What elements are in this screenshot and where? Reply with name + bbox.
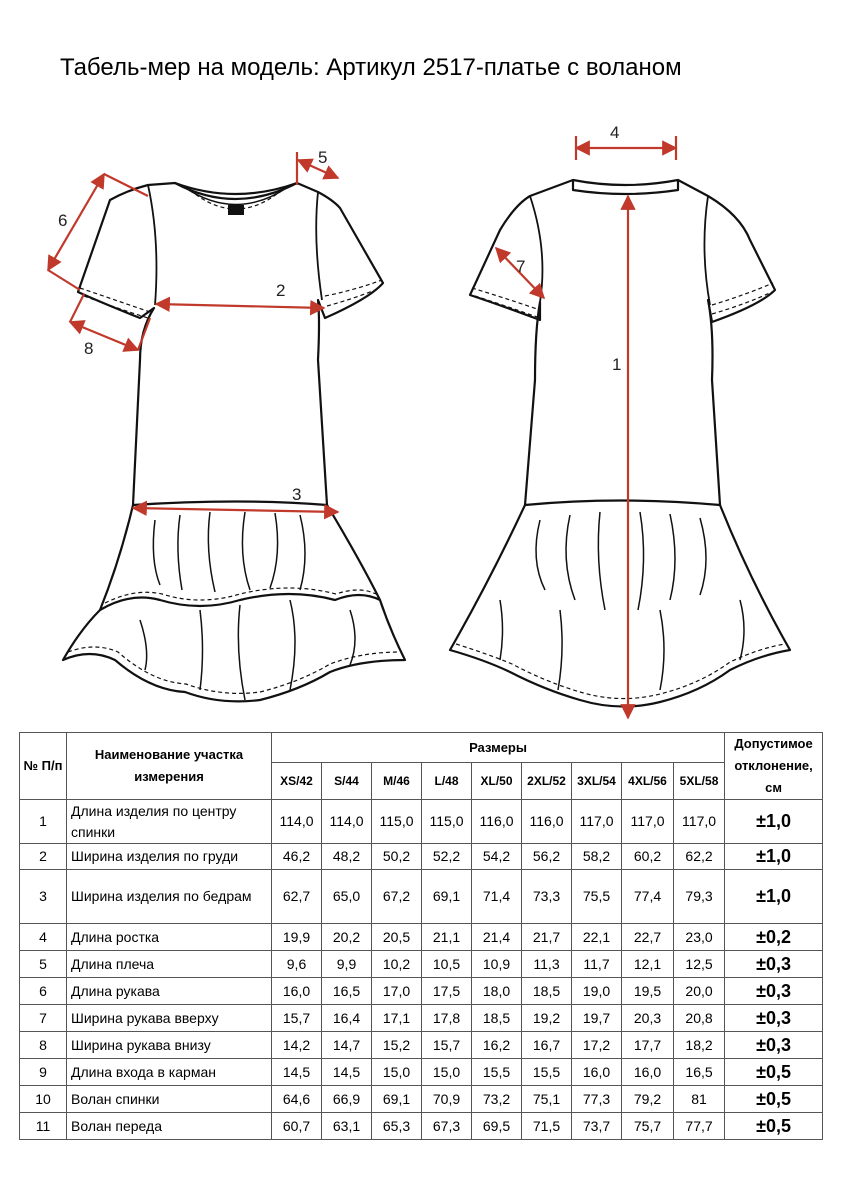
row-name: Волан спинки [67,1086,272,1113]
size-value-cell: 20,2 [322,924,372,951]
size-value-cell: 17,5 [422,978,472,1005]
size-header: M/46 [372,763,422,800]
size-value-cell: 18,2 [674,1032,725,1059]
size-value-cell: 21,4 [472,924,522,951]
front-view [63,183,405,701]
size-value-cell: 64,6 [272,1086,322,1113]
size-value-cell: 15,5 [522,1059,572,1086]
row-number: 10 [20,1086,67,1113]
header-tolerance: Допустимое отклонение, см [725,733,823,800]
size-value-cell: 71,4 [472,870,522,924]
row-name: Длина плеча [67,951,272,978]
size-value-cell: 20,0 [674,978,725,1005]
size-value-cell: 17,7 [622,1032,674,1059]
size-value-cell: 23,0 [674,924,725,951]
size-value-cell: 50,2 [372,844,422,870]
size-value-cell: 18,5 [522,978,572,1005]
size-value-cell: 14,7 [322,1032,372,1059]
tolerance-cell: ±0,3 [725,978,823,1005]
header-sizes-caption: Размеры [272,733,725,763]
size-value-cell: 11,3 [522,951,572,978]
size-value-cell: 14,2 [272,1032,322,1059]
size-value-cell: 15,0 [422,1059,472,1086]
size-header: L/48 [422,763,472,800]
row-number: 11 [20,1113,67,1140]
measure-line-8-ext-left [70,294,84,322]
size-value-cell: 116,0 [522,800,572,844]
size-value-cell: 46,2 [272,844,322,870]
tolerance-cell: ±0,2 [725,924,823,951]
size-value-cell: 63,1 [322,1113,372,1140]
measurement-lines [48,136,676,718]
size-value-cell: 75,5 [572,870,622,924]
measure-label-5: 5 [318,148,328,167]
size-value-cell: 21,1 [422,924,472,951]
size-value-cell: 77,4 [622,870,674,924]
measure-line-8-ext-right [138,318,150,350]
back-view [450,180,790,707]
measure-label-1: 1 [612,355,622,374]
size-header: S/44 [322,763,372,800]
row-number: 8 [20,1032,67,1059]
size-value-cell: 56,2 [522,844,572,870]
row-number: 9 [20,1059,67,1086]
size-value-cell: 66,9 [322,1086,372,1113]
table-header-row [20,733,823,763]
table-row [20,1113,823,1140]
size-value-cell: 67,2 [372,870,422,924]
size-header: XL/50 [472,763,522,800]
size-value-cell: 11,7 [572,951,622,978]
size-value-cell: 69,5 [472,1113,522,1140]
measure-line-8 [70,322,138,350]
size-value-cell: 114,0 [322,800,372,844]
size-header: 3XL/54 [572,763,622,800]
row-name: Ширина рукава вверху [67,1005,272,1032]
size-value-cell: 17,1 [372,1005,422,1032]
measure-line-6-ext-bottom [48,270,80,290]
size-value-cell: 15,7 [422,1032,472,1059]
size-value-cell: 20,5 [372,924,422,951]
measure-label-3: 3 [292,485,302,504]
size-value-cell: 10,9 [472,951,522,978]
tolerance-cell: ±1,0 [725,844,823,870]
size-value-cell: 18,5 [472,1005,522,1032]
size-value-cell: 60,7 [272,1113,322,1140]
size-value-cell: 16,4 [322,1005,372,1032]
row-name: Ширина изделия по бедрам [67,870,272,924]
table-row [20,844,823,870]
page-title: Табель-мер на модель: Артикул 2517-платье с воланом [60,54,682,81]
row-number: 7 [20,1005,67,1032]
size-value-cell: 20,8 [674,1005,725,1032]
row-number: 6 [20,978,67,1005]
measure-line-6 [48,174,104,270]
size-value-cell: 16,0 [272,978,322,1005]
size-value-cell: 12,1 [622,951,674,978]
size-header: XS/42 [272,763,322,800]
dress-technical-sketch [0,100,841,720]
row-name: Волан переда [67,1113,272,1140]
row-number: 4 [20,924,67,951]
table-row [20,1005,823,1032]
measure-label-8: 8 [84,339,94,358]
size-value-cell: 114,0 [272,800,322,844]
size-value-cell: 117,0 [572,800,622,844]
size-value-cell: 19,2 [522,1005,572,1032]
size-value-cell: 65,0 [322,870,372,924]
size-value-cell: 73,3 [522,870,572,924]
tolerance-cell: ±0,3 [725,1005,823,1032]
size-value-cell: 79,2 [622,1086,674,1113]
size-value-cell: 22,7 [622,924,674,951]
size-value-cell: 16,0 [572,1059,622,1086]
size-value-cell: 69,1 [372,1086,422,1113]
table-row [20,1086,823,1113]
size-value-cell: 16,7 [522,1032,572,1059]
table-row [20,800,823,844]
tolerance-cell: ±1,0 [725,870,823,924]
size-value-cell: 19,7 [572,1005,622,1032]
size-value-cell: 19,9 [272,924,322,951]
row-number: 2 [20,844,67,870]
size-value-cell: 15,2 [372,1032,422,1059]
measure-label-6: 6 [58,211,68,230]
tolerance-cell: ±0,3 [725,951,823,978]
size-value-cell: 17,0 [372,978,422,1005]
size-header: 4XL/56 [622,763,674,800]
size-value-cell: 21,7 [522,924,572,951]
size-value-cell: 54,2 [472,844,522,870]
measure-line-3 [133,508,338,512]
measure-label-2: 2 [276,281,286,300]
table-row [20,924,823,951]
table-row [20,1059,823,1086]
size-value-cell: 81 [674,1086,725,1113]
size-value-cell: 65,3 [372,1113,422,1140]
size-value-cell: 48,2 [322,844,372,870]
row-number: 3 [20,870,67,924]
size-value-cell: 52,2 [422,844,472,870]
size-value-cell: 116,0 [472,800,522,844]
size-value-cell: 77,3 [572,1086,622,1113]
table-row [20,951,823,978]
tolerance-cell: ±0,5 [725,1086,823,1113]
size-value-cell: 73,2 [472,1086,522,1113]
size-value-cell: 70,9 [422,1086,472,1113]
size-value-cell: 9,9 [322,951,372,978]
size-value-cell: 20,3 [622,1005,674,1032]
size-value-cell: 117,0 [622,800,674,844]
row-number: 1 [20,800,67,844]
row-name: Ширина изделия по груди [67,844,272,870]
size-value-cell: 67,3 [422,1113,472,1140]
size-value-cell: 77,7 [674,1113,725,1140]
size-value-cell: 16,5 [674,1059,725,1086]
size-value-cell: 115,0 [422,800,472,844]
row-name: Длина входа в карман [67,1059,272,1086]
size-value-cell: 16,2 [472,1032,522,1059]
size-value-cell: 15,0 [372,1059,422,1086]
tolerance-cell: ±0,5 [725,1059,823,1086]
size-value-cell: 16,5 [322,978,372,1005]
size-value-cell: 115,0 [372,800,422,844]
size-value-cell: 19,0 [572,978,622,1005]
measure-line-2 [156,304,324,308]
size-value-cell: 58,2 [572,844,622,870]
size-value-cell: 17,2 [572,1032,622,1059]
table-row [20,978,823,1005]
row-name: Ширина рукава внизу [67,1032,272,1059]
table-row [20,1032,823,1059]
size-value-cell: 16,0 [622,1059,674,1086]
row-name: Длина изделия по центру спинки [67,800,272,844]
size-value-cell: 117,0 [674,800,725,844]
size-value-cell: 15,7 [272,1005,322,1032]
row-name: Длина ростка [67,924,272,951]
size-value-cell: 10,5 [422,951,472,978]
size-value-cell: 12,5 [674,951,725,978]
measure-label-7: 7 [516,257,526,276]
size-header: 2XL/52 [522,763,572,800]
size-value-cell: 15,5 [472,1059,522,1086]
row-number: 5 [20,951,67,978]
size-value-cell: 69,1 [422,870,472,924]
size-value-cell: 73,7 [572,1113,622,1140]
size-value-cell: 60,2 [622,844,674,870]
size-value-cell: 10,2 [372,951,422,978]
size-value-cell: 62,2 [674,844,725,870]
size-value-cell: 62,7 [272,870,322,924]
size-value-cell: 14,5 [272,1059,322,1086]
tolerance-cell: ±0,3 [725,1032,823,1059]
header-name: Наименование участка измерения [67,733,272,800]
size-value-cell: 75,7 [622,1113,674,1140]
size-value-cell: 14,5 [322,1059,372,1086]
measure-label-4: 4 [610,123,620,142]
size-value-cell: 19,5 [622,978,674,1005]
table-row [20,870,823,924]
row-name: Длина рукава [67,978,272,1005]
size-value-cell: 79,3 [674,870,725,924]
tolerance-cell: ±1,0 [725,800,823,844]
tolerance-cell: ±0,5 [725,1113,823,1140]
table-body [20,800,823,1140]
size-value-cell: 71,5 [522,1113,572,1140]
header-num: № П/п [20,733,67,800]
size-value-cell: 75,1 [522,1086,572,1113]
size-value-cell: 22,1 [572,924,622,951]
size-measurement-table [19,732,823,1140]
size-header: 5XL/58 [674,763,725,800]
size-value-cell: 18,0 [472,978,522,1005]
size-value-cell: 17,8 [422,1005,472,1032]
size-value-cell: 9,6 [272,951,322,978]
